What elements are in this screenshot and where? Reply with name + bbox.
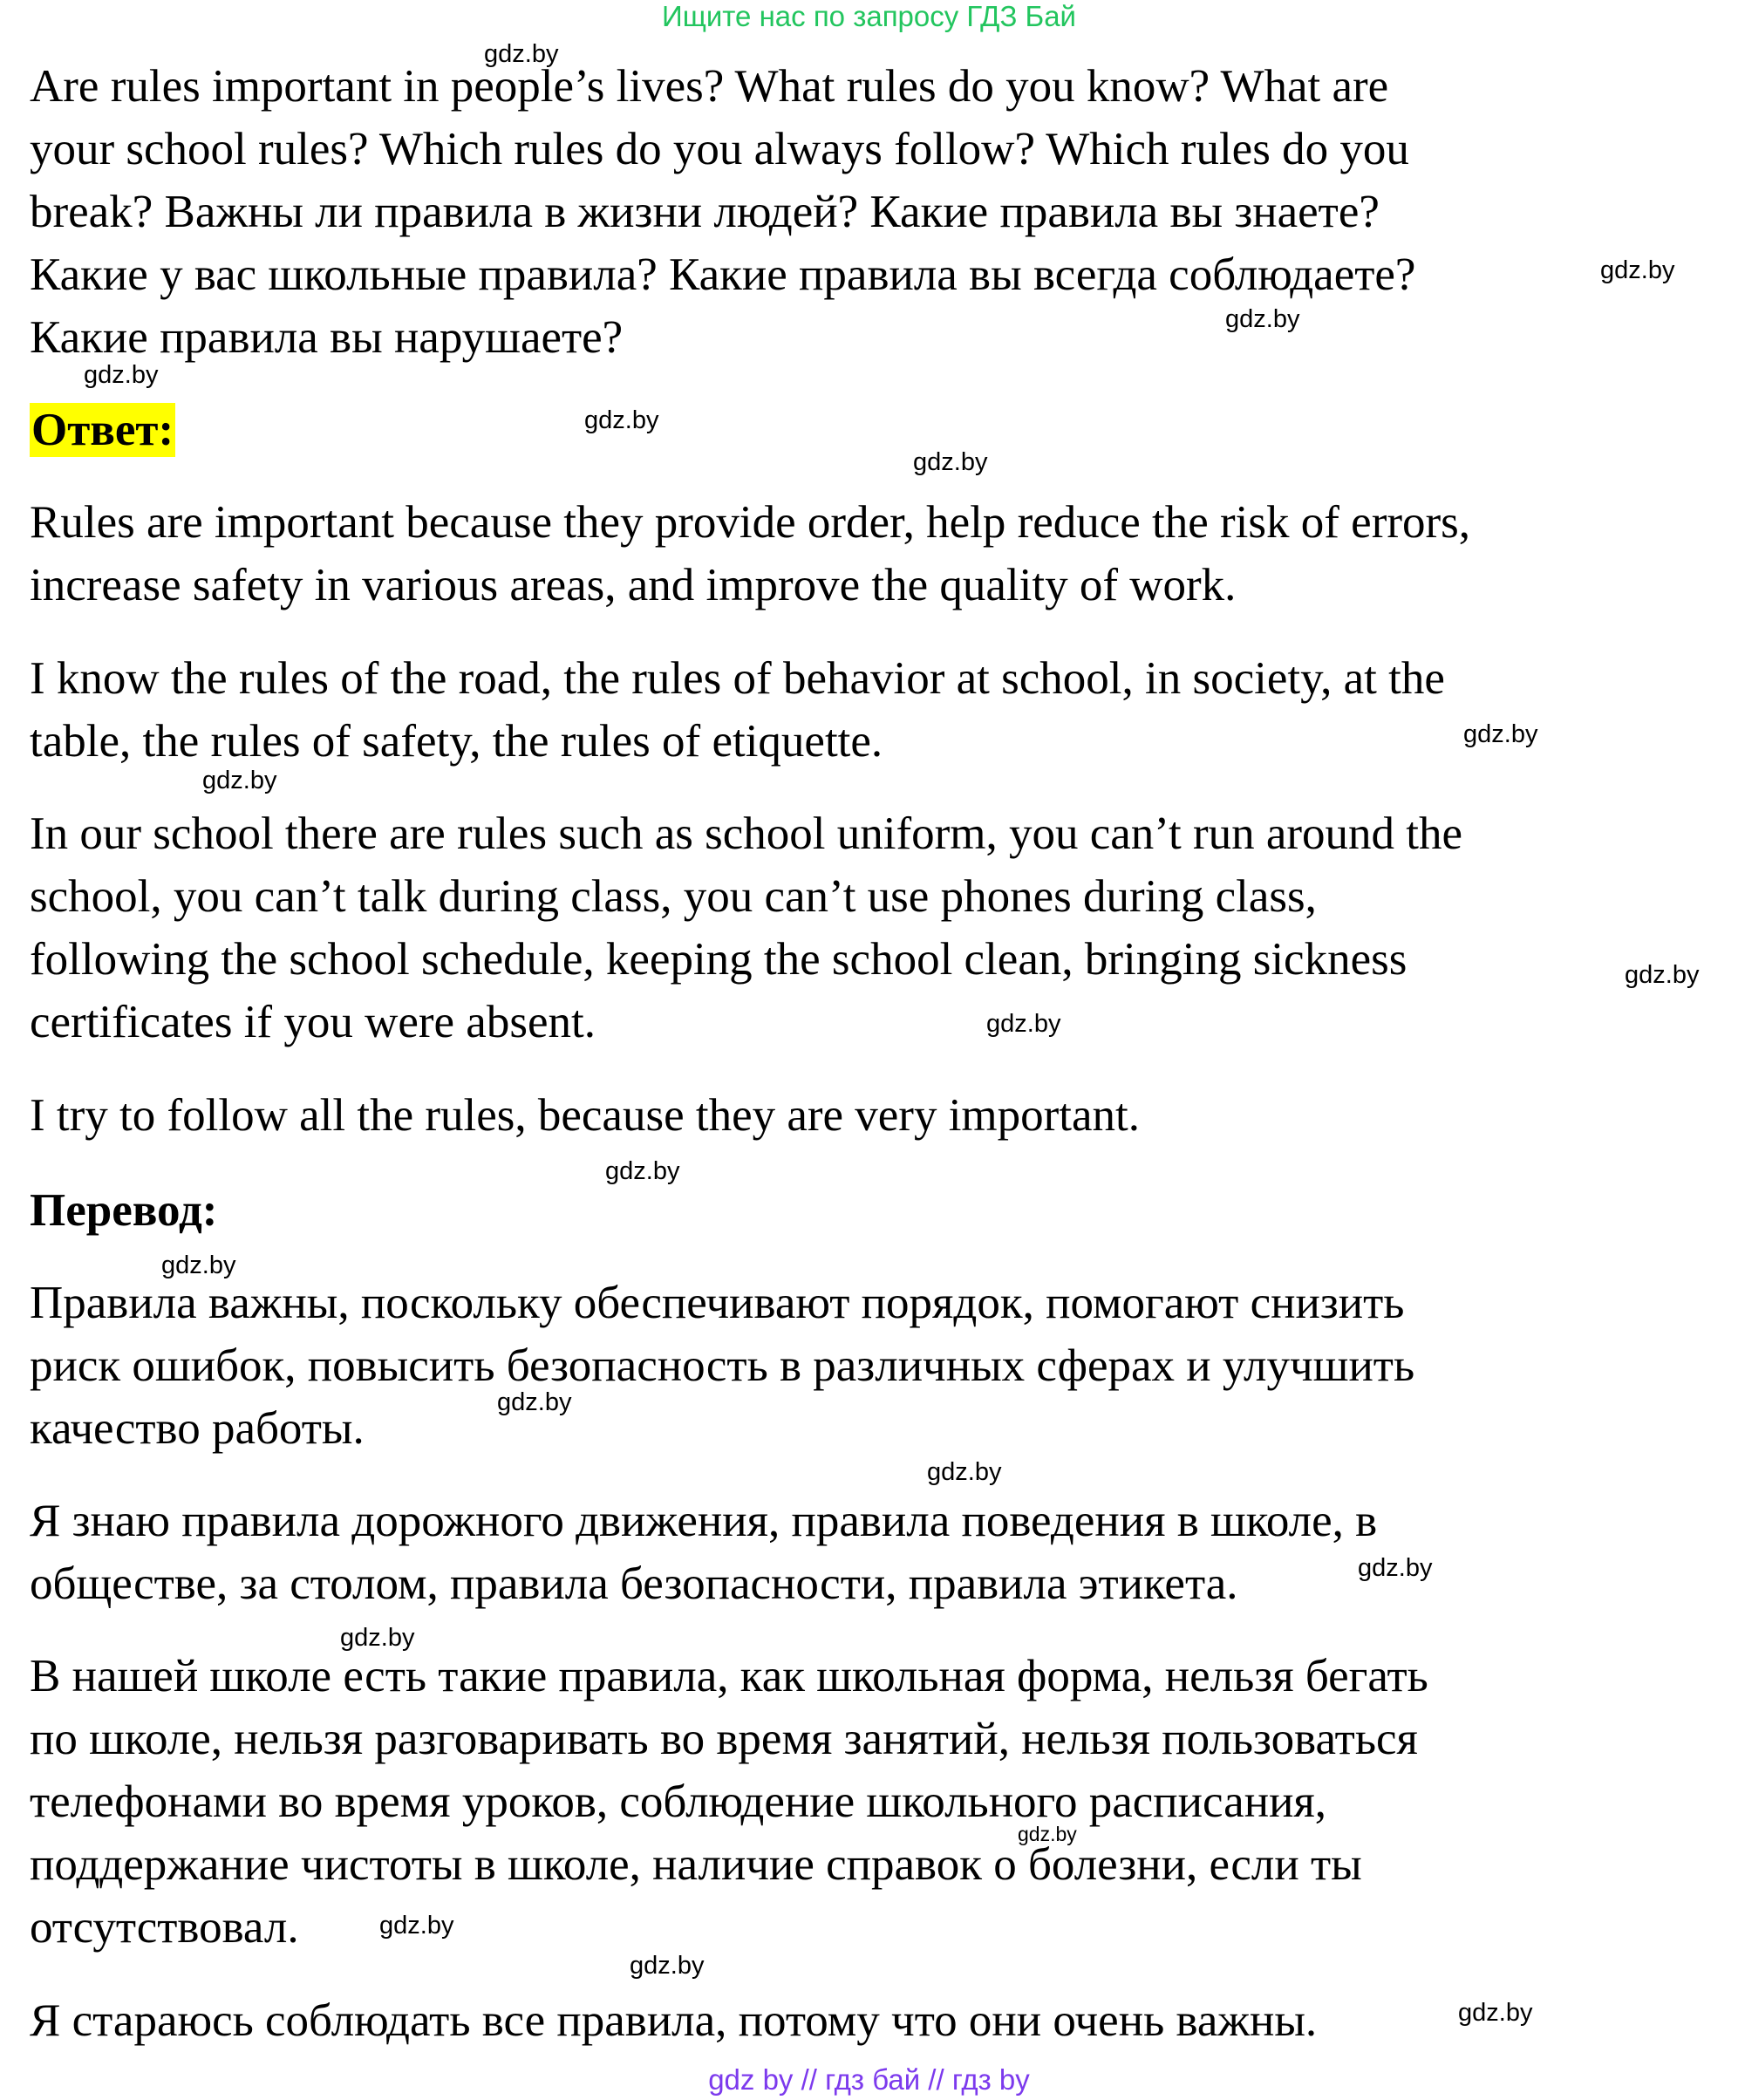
answer-paragraph-1: Rules are important because they provide order, help reduce the risk of errors, increase safety in various areas, and improve the quality of work. bbox=[30, 497, 1471, 610]
translation-paragraph-3: В нашей школе есть такие правила, как школьная форма, нельзя бегать по школе, нельзя разговаривать во время занятий, нельзя пользоваться телефонами во время уроков, соблюдение школьного расписания, поддержание чистоты в школе, наличие справок о болезни, если ты отсутствовал. bbox=[30, 1651, 1428, 1953]
translation-paragraph-4: Я стараюсь соблюдать все правила, потому что они очень важны. bbox=[30, 1995, 1318, 2046]
watermark: gdz.by bbox=[927, 1458, 1002, 1486]
translation-paragraph-2: Я знаю правила дорожного движения, правила поведения в школе, в обществе, за столом, правила безопасности, правила этикета. bbox=[30, 1496, 1378, 1609]
top-banner: Ищите нас по запросу ГДЗ Бай bbox=[662, 0, 1076, 32]
watermark: gdz.by bbox=[1225, 305, 1300, 333]
watermark: gdz.by bbox=[605, 1157, 680, 1185]
watermark: gdz.by bbox=[584, 406, 659, 434]
watermark: gdz.by bbox=[379, 1912, 454, 1940]
watermark: gdz.by bbox=[1600, 256, 1675, 284]
watermark: gdz.by bbox=[202, 767, 277, 794]
watermark: gdz.by bbox=[340, 1624, 415, 1652]
watermark: gdz.by bbox=[84, 361, 159, 389]
footer-links: gdz by // гдз бай // гдз by bbox=[708, 2063, 1030, 2096]
watermark: gdz.by bbox=[1463, 720, 1538, 748]
translation-paragraph-1: Правила важны, поскольку обеспечивают порядок, помогают снизить риск ошибок, повысить безопасность в различных сферах и улучшить качество работы. bbox=[30, 1278, 1415, 1454]
translation-heading: Перевод: bbox=[30, 1185, 218, 1236]
watermark: gdz.by bbox=[1018, 1823, 1077, 1845]
watermark: gdz.by bbox=[1358, 1554, 1433, 1582]
answer-paragraph-2: I know the rules of the road, the rules of behavior at school, in society, at the table, the rules of safety, the rules of etiquette. bbox=[30, 653, 1445, 767]
watermark: gdz.by bbox=[1625, 961, 1700, 989]
watermark: gdz.by bbox=[986, 1010, 1061, 1038]
watermark: gdz.by bbox=[484, 40, 559, 68]
answer-heading: Ответ: bbox=[31, 405, 174, 455]
answer-paragraph-3: In our school there are rules such as school uniform, you can’t run around the school, you can’t talk during class, you can’t use phones during class, following the school schedule, keeping the school clean, bringing sickness certificates if you were absent. bbox=[30, 808, 1463, 1047]
watermark: gdz.by bbox=[913, 448, 988, 476]
watermark: gdz.by bbox=[161, 1251, 236, 1279]
watermark: gdz.by bbox=[1458, 1999, 1533, 2027]
answer-paragraph-4: I try to follow all the rules, because they are very important. bbox=[30, 1090, 1141, 1141]
watermark: gdz.by bbox=[497, 1388, 572, 1416]
watermark: gdz.by bbox=[630, 1952, 705, 1980]
question-text: Are rules important in people’s lives? What rules do you know? What are your school rules? Which rules do you always follow? Which rules do you break? Важны ли правила в жизни людей? Какие правила вы знаете? Какие у вас школьные правила? Какие правила вы всегда соблюдаете? Какие правила вы нарушаете? bbox=[30, 61, 1416, 363]
